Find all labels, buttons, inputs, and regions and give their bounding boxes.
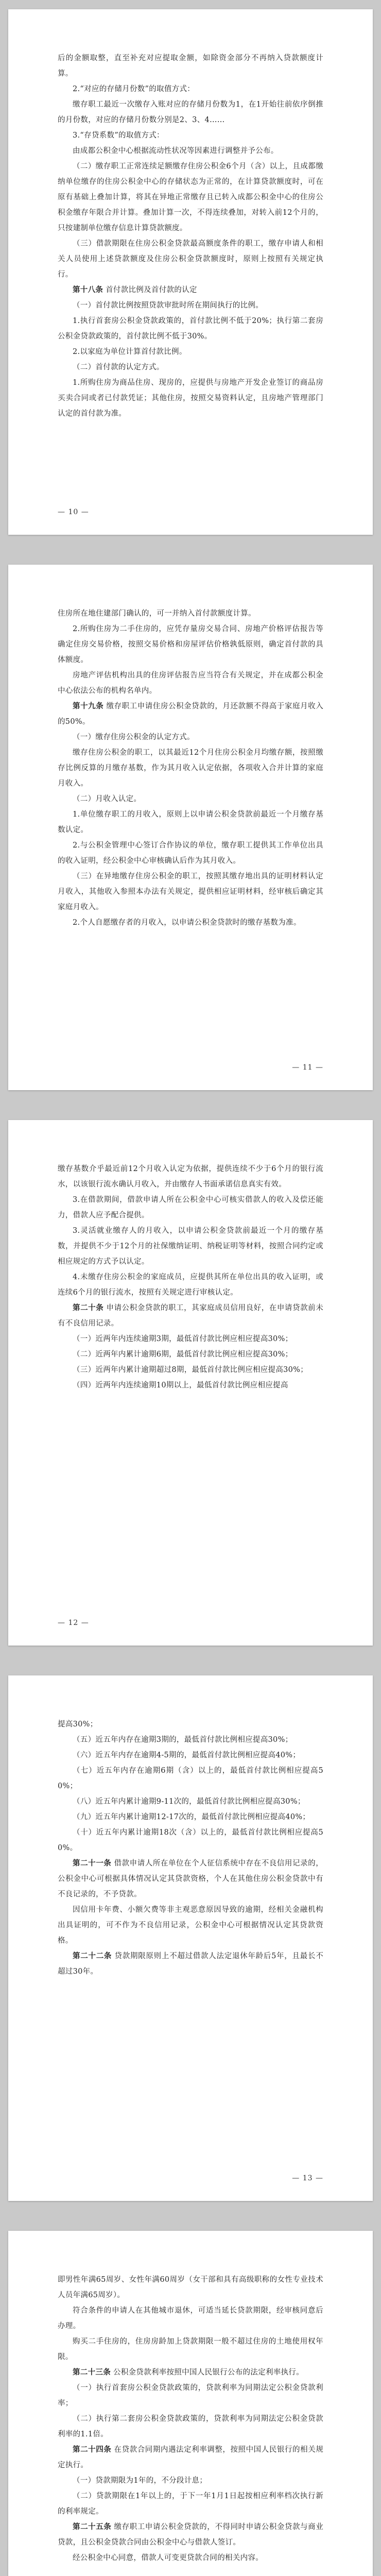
page-number: — 13 — — [292, 2174, 323, 2182]
body-paragraph: （三）借款期限在住房公积金贷款最高额度条件的职工，缴存申请人和相关人员使用上述贷款额度及住房公积金贷款额度时，原则上按照有关规定执行。 — [58, 240, 323, 279]
document-page — [8, 1120, 373, 1646]
body-paragraph: 后的金额取整，直至补充对应提取金额，如除资金部分不再纳入贷款额度计算。 — [58, 54, 323, 78]
body-paragraph: （一）首付款比例按照贷款审批时所在期间执行的比例。 — [73, 301, 263, 310]
article-number: 第二十一条 — [73, 1859, 112, 1868]
body-paragraph: （三）近两年内累计逾期超过8期，最低首付款比例应相应提高30%； — [73, 1366, 308, 1374]
body-paragraph: 缴存职工最近一次缴存入账对应的存储月份数为1，在1开始往前依序倒推的月份数，对应的存储月份数分别是2、3、4…… — [58, 100, 323, 124]
body-paragraph: 缴存基数介乎最近前12个月收入认定为依据，提供连续不少于6个月的银行流水，以该银行流水确认月收入，并由缴存人书面承诺信息真实有效。 — [58, 1165, 323, 1189]
body-paragraph: 因信用卡年费、小额欠费等非主观恶意原因导致的逾期，经相关金融机构出具证明的，可不作为不良信用记录，公积金中心可根据情况认定其贷款资格。 — [58, 1906, 323, 1945]
body-paragraph: （二）执行第二套房公积金贷款政策的，贷款利率为同期法定公积金贷款利率的1.1倍。 — [58, 2415, 323, 2438]
body-paragraph: （九）近五年内累计逾期12-17次的，最低首付款比例相应提高40%； — [73, 1813, 310, 1821]
body-paragraph: （八）近五年内累计逾期9-11次的，最低首付款比例相应提高30%； — [73, 1798, 305, 1806]
page-number: — 11 — — [292, 1063, 323, 1072]
document-page — [8, 2231, 373, 2576]
body-paragraph: 3.灵活就业缴存人的月收入，以申请公积金贷款前最近一个月的缴存基数，并提供不少于12个月的社保缴纳证明、纳税证明等材料，按照合同约定或相应规定的方式予以认定。 — [58, 1227, 323, 1266]
body-paragraph: 符合条件的申请人在其他城市退休，可适当延长贷款期限，经审核同意后办理。 — [58, 2307, 323, 2330]
body-paragraph: 2.以家庭为单位计算首付款比例。 — [73, 348, 187, 356]
article-number: 第二十五条 — [73, 2523, 112, 2531]
body-paragraph: 即男性年满65周岁、女性年满60周岁（女干部和具有高级职称的女性专业技术人员年满65周岁）。 — [58, 2276, 323, 2299]
page-body — [58, 2272, 323, 2566]
page-body — [58, 1161, 323, 1393]
body-paragraph: 2.个人自愿缴存者的月收入，以申请公积金贷款时的缴存基数为准。 — [73, 919, 301, 927]
body-paragraph: （七）近五年内存在逾期6期（含）以上的，最低首付款比例相应提高50%； — [58, 1767, 323, 1790]
page-number: — 12 — — [58, 1619, 89, 1627]
article-number: 第十八条 — [73, 286, 103, 294]
article-paragraph: 第二十二条 贷款期限原则上不超过借款人法定退休年龄后5年，且最长不超过30年。 — [58, 1952, 324, 1976]
body-paragraph: 缴存住房公积金的职工，以其最近12个月住房公积金月均缴存额，按照缴存比例反算的月缴存基数，作为其月收入认定依据，各项收入合并计算的家庭月收入。 — [58, 749, 323, 788]
document-page — [8, 9, 373, 535]
body-paragraph: （十）近五年内累计逾期18次（含）以上的，最低首付款比例相应提高50%。 — [58, 1828, 323, 1852]
body-paragraph: 由成都公积金中心根据流动性状况等因素进行调整并予公布。 — [73, 147, 279, 155]
page-body — [58, 50, 323, 421]
body-paragraph: 1.所购住房为商品住房、现房的，应提供与房地产开发企业签订的商品房买卖合同或者已付款凭证；其他住房，按照交易资料认定，且房地产管理部门认定的首付款为准。 — [58, 379, 323, 418]
body-paragraph: 2.与公积金管理中心签订合作协议的单位，缴存职工提供其工作单位出具的收入证明，经公积金中心审核确认后作为其月收入。 — [58, 841, 323, 865]
article-paragraph: 第二十三条 公积金贷款利率按照中国人民银行公布的法定利率执行。 — [73, 2368, 304, 2377]
article-number: 第二十条 — [73, 1304, 104, 1312]
body-paragraph: 1.单位缴存职工的月收入，原则上以申请公积金贷款前最近一个月缴存基数认定。 — [58, 810, 323, 834]
body-paragraph: （二）缴存职工正常连续足额缴存住房公积金6个月（含）以上，且成都缴纳单位缴存的住房公积金中心的存储状态为正常的，在计算贷款额度时，可在原有基础上叠加计算，将其在异地正常缴存且已转入成都公积金中心的住房公积金缴存年限合并计算。叠加计算一次，不得连续叠加，对转入前12个月的，只按建制单位缴存信息计算贷款额度。 — [58, 162, 323, 232]
body-paragraph: 经公积金中心同意，借款人可变更贷款合同的相关内容。 — [73, 2554, 263, 2562]
page-number: — 10 — — [58, 508, 89, 516]
body-paragraph: （三）在异地缴存住房公积金的职工，按照其缴存地出具的证明材料认定月收入，其他收入参照本办法有关规定，提供相应证明材料，经审核后确定其家庭月收入。 — [58, 872, 323, 911]
article-paragraph: 第十八条 首付款比例及首付款的认定 — [73, 286, 197, 294]
article-number: 第二十三条 — [73, 2368, 111, 2377]
document-page — [8, 565, 373, 1090]
body-paragraph: （一）缴存住房公积金的认定方式。 — [73, 733, 195, 741]
body-paragraph: 3.“存贷系数”的取值方式： — [73, 131, 164, 140]
body-paragraph: （二）月收入认定。 — [73, 795, 142, 803]
article-number: 第十九条 — [73, 702, 104, 710]
article-number: 第二十四条 — [73, 2446, 112, 2454]
body-paragraph: （一）执行首套房公积金贷款政策的，贷款利率为同期法定公积金贷款利率； — [58, 2384, 323, 2408]
body-paragraph: 3.在借款期间，借款申请人所在公积金中心可核实借款人的收入及偿还能力，借款人应予配合提供。 — [58, 1196, 323, 1219]
body-paragraph: 1.执行首套房公积金贷款政策的，首付款比例不低于20%；执行第二套房公积金贷款政策的，首付款比例不低于30%。 — [58, 317, 323, 341]
body-paragraph: （二）首付款的认定方式。 — [73, 363, 164, 371]
body-paragraph: 房地产评估机构出具的住房评估报告应当符合有关规定，并在成都公积金中心依法公布的机构名单内。 — [58, 671, 323, 695]
body-paragraph: 提高30%； — [58, 1720, 98, 1728]
body-paragraph: （一）近两年内连续逾期3期，最低首付款比例应相应提高30%； — [73, 1335, 293, 1343]
page-body — [58, 606, 323, 930]
body-paragraph: （二）近两年内累计逾期6期，最低首付款比例应相应提高30%； — [73, 1350, 293, 1359]
article-number: 第二十二条 — [73, 1952, 112, 1960]
body-paragraph: （五）近五年内存在逾期3期的，最低首付款比例相应提高30%； — [73, 1736, 293, 1744]
article-paragraph: 第十九条 缴存职工申请住房公积金贷款的，月还款额不得高于家庭月收入的50%。 — [58, 702, 323, 726]
body-paragraph: 购买二手住房的，住房房龄加上贷款期限一般不超过住房的土地使用权年限。 — [58, 2337, 323, 2361]
body-paragraph: （二）贷款期限在1年以上的，于下一年1月1日起按相应利率档次执行新的利率规定。 — [58, 2492, 323, 2516]
body-paragraph: 2.所购住房为二手住房的，应凭存量房交易合同、房地产价格评估报告等确定住房交易价格，按照交易价格和房屋评估价格孰低原则，确定首付款的具体额度。 — [58, 625, 323, 664]
body-paragraph: （六）近五年内存在逾期4-5期的，最低首付款比例相应提高40%； — [73, 1751, 301, 1759]
body-paragraph: 2.“对应的存储月份数”的取值方式： — [73, 85, 195, 93]
article-paragraph: 第二十条 申请公积金贷款的职工，其家庭成员信用良好，在申请贷款前未有不良信用记录。 — [58, 1304, 323, 1328]
document-page — [8, 1675, 373, 2201]
article-paragraph: 第二十五条 缴存职工申请公积金贷款的，不得同时申请公积金贷款与商业贷款，且公积金贷款合同由公积金中心与借款人签订。 — [58, 2523, 323, 2547]
article-paragraph: 第二十四条 在贷款合同期内遇法定利率调整，按照中国人民银行的相关规定执行。 — [58, 2446, 323, 2469]
body-paragraph: （一）贷款期限为1年的，不分段计息； — [73, 2477, 207, 2485]
article-paragraph: 第二十一条 借款申请人所在单位在个人征信系统中存在不良信用记录的，公积金中心可根据具体情况认定其贷款资格，个人在其他住房公积金贷款中有不良记录的，不予贷款。 — [58, 1859, 323, 1899]
body-paragraph: 住房所在地住建部门确认的，可一并纳入首付款额度计算。 — [58, 609, 256, 618]
body-paragraph: 4.未缴存住房公积金的家庭成员，应提供其所在单位出具的收入证明，或连续6个月的银行流水，按照有关规定进行审核认定。 — [58, 1273, 323, 1297]
page-body — [58, 1717, 323, 1979]
body-paragraph: （四）近两年内连续逾期10期以上，最低首付款比例应相应提高 — [73, 1381, 288, 1389]
